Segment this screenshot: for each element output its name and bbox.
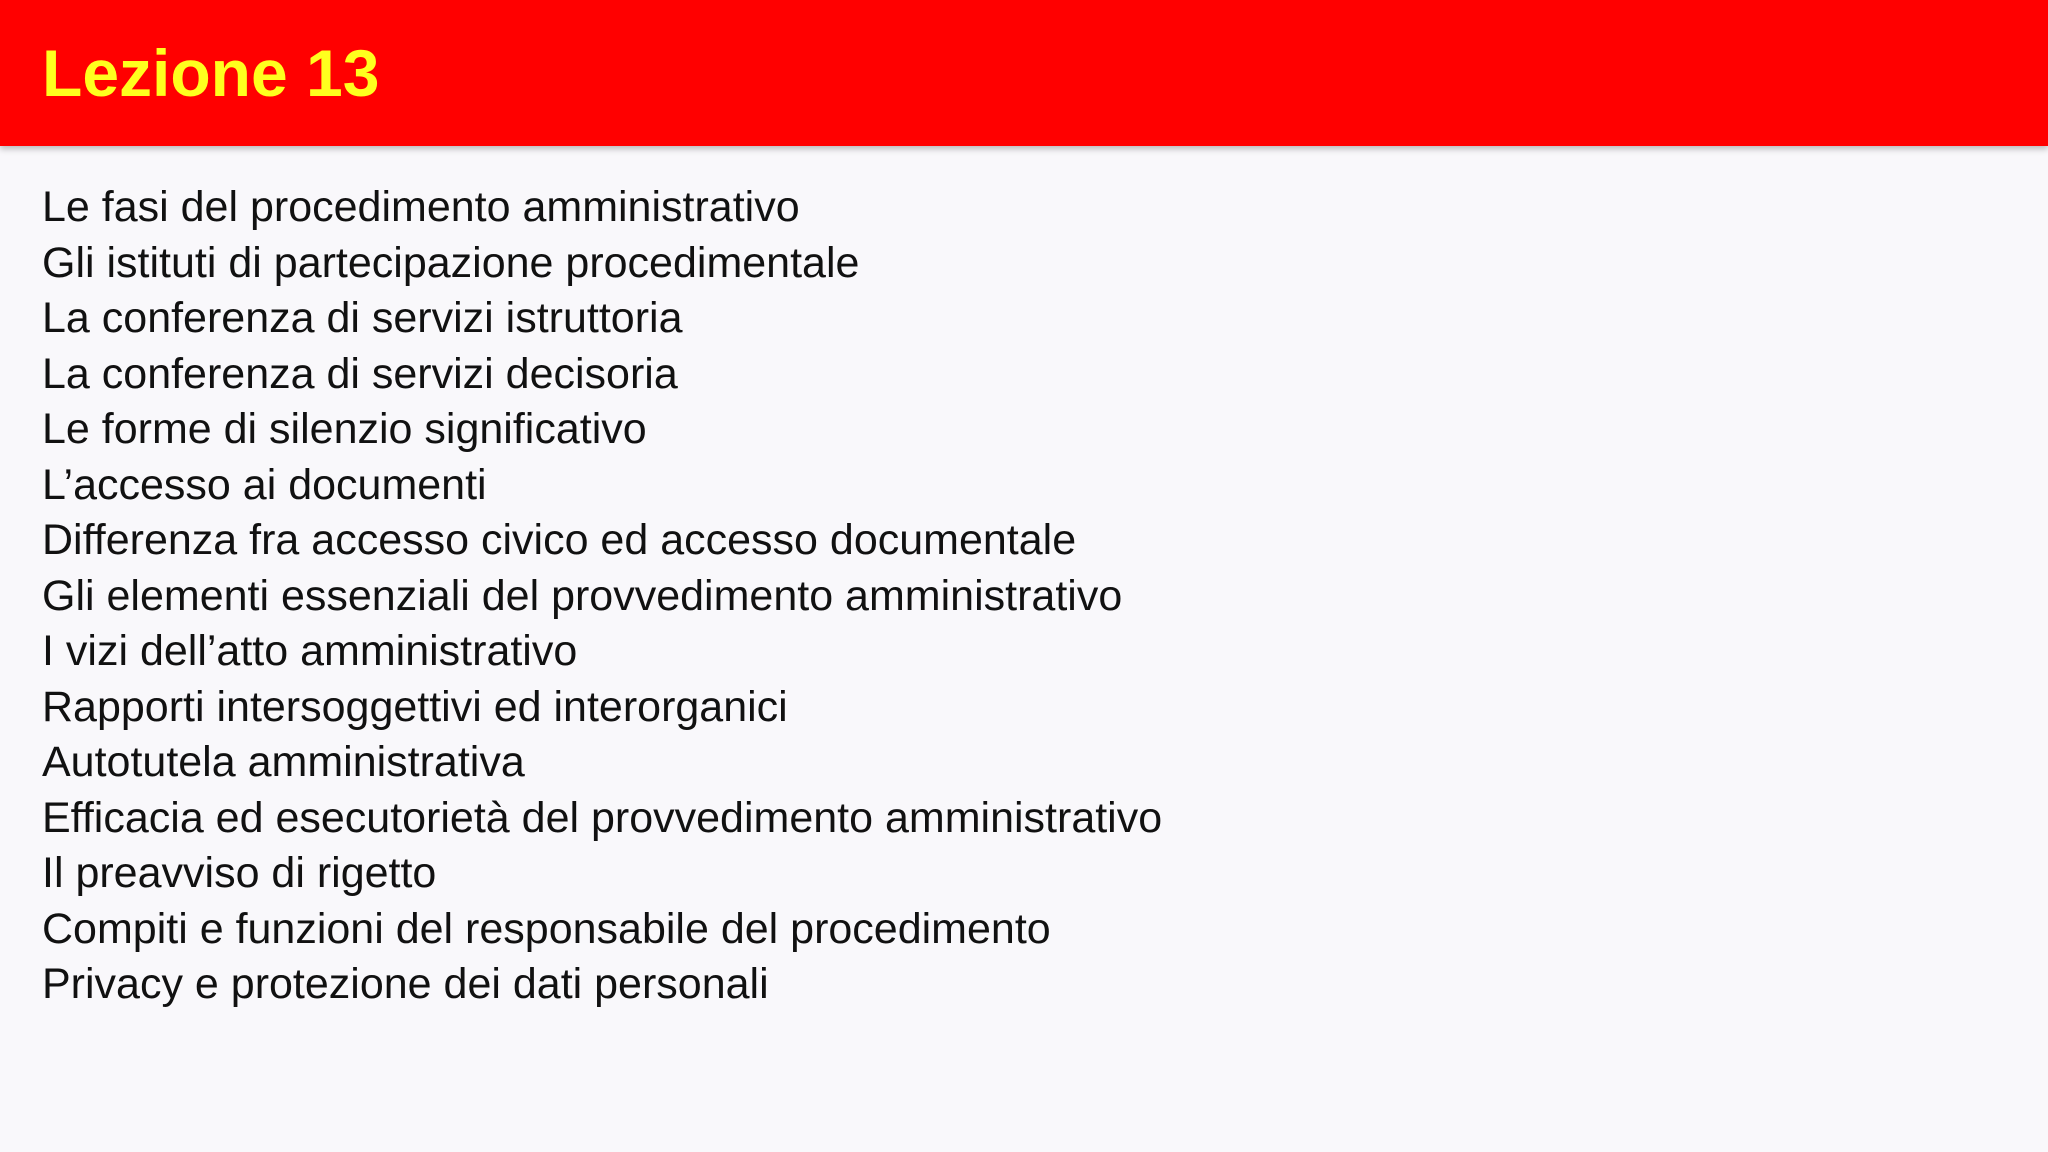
topic-item: Gli elementi essenziali del provvedimento amministrativo [42,571,1123,620]
topic-item: Privacy e protezione dei dati personali [42,960,769,1008]
topic-item: I vizi dell’atto amministrativo [42,627,578,675]
page-title: Lezione 13 [42,36,380,110]
topic-item: Gli istituti di partecipazione procedimentale [42,238,860,287]
topic-item: Efficacia ed esecutorietà del provvedimento amministrativo [42,793,1163,842]
topic-item: Le forme di silenzio significativo [42,405,647,453]
topic-item: Rapporti intersoggettivi ed interorganici [42,682,788,731]
topic-item: Autotutela amministrativa [42,738,525,786]
topic-item: Il preavviso di rigetto [42,849,437,897]
topic-item: Compiti e funzioni del responsabile del procedimento [42,904,1051,953]
topic-item: La conferenza di servizi istruttoria [42,294,683,342]
topic-item: Le fasi del procedimento amministrativo [42,183,800,231]
topic-item: La conferenza di servizi decisoria [42,349,678,398]
topic-list [42,180,1162,1013]
header-bar [0,0,2048,146]
topic-item: Differenza fra accesso civico ed accesso documentale [42,516,1077,564]
topic-item: L’accesso ai documenti [42,460,487,509]
